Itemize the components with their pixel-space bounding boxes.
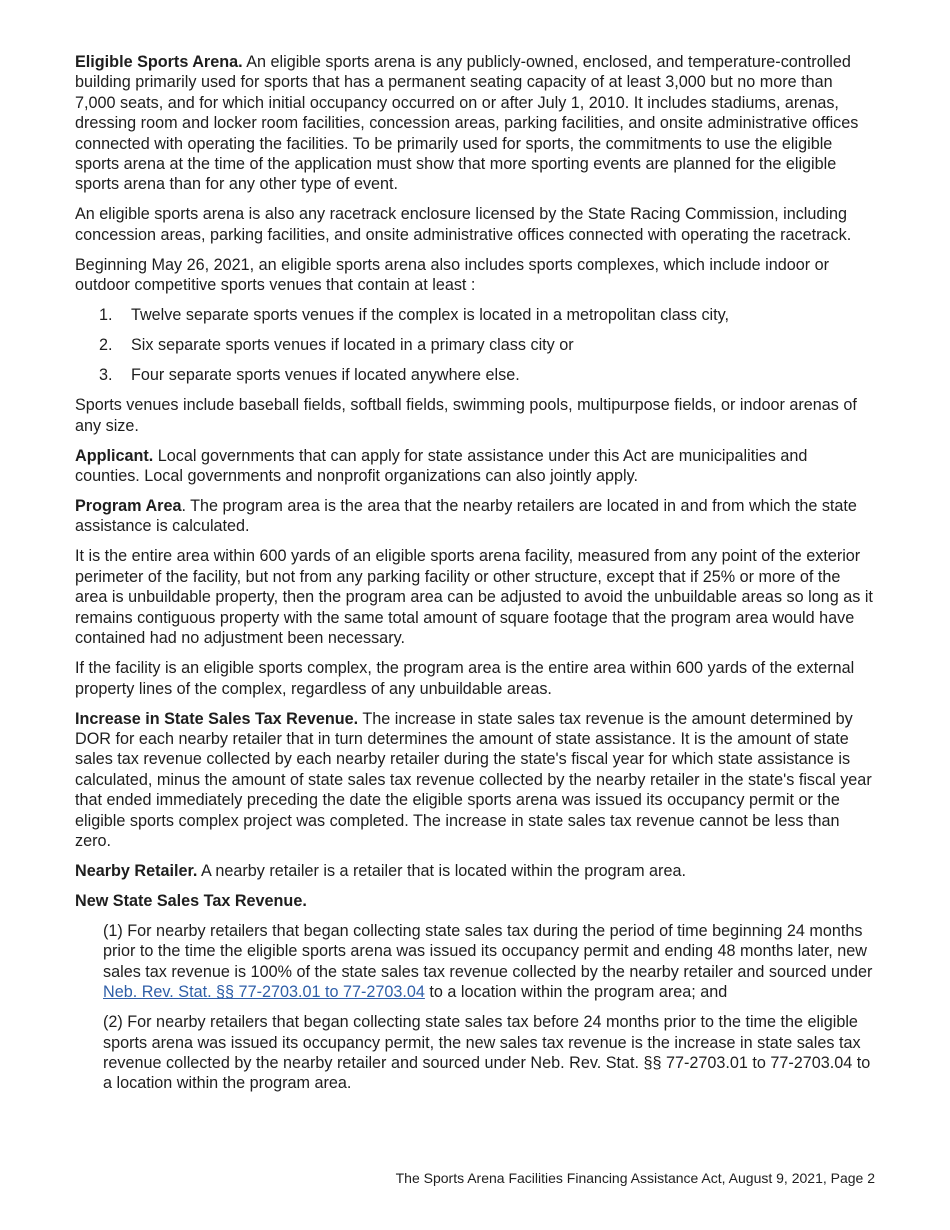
clause-1-text-after: to a location within the program area; and — [424, 983, 728, 1002]
program-area-heading: Program Area — [75, 497, 182, 516]
page-footer: The Sports Arena Facilities Financing Assistance Act, August 9, 2021, Page 2 — [395, 1170, 875, 1186]
list-item-text: Four separate sports venues if located anywhere else. — [131, 366, 520, 385]
applicant-text: Local governments that can apply for state assistance under this Act are municipalities and counties. Local governments and nonprofit organizations can also jointly apply. — [75, 446, 808, 486]
list-item-number: 1. — [99, 306, 113, 325]
increase-revenue-heading: Increase in State Sales Tax Revenue. — [75, 709, 359, 728]
complexes-intro-paragraph: Beginning May 26, 2021, an eligible sports arena also includes sports complexes, which include indoor or outdoor competitive sports venues that contain at least : — [75, 255, 830, 295]
list-item-number: 2. — [99, 336, 113, 355]
list-item-number: 3. — [99, 366, 113, 385]
list-item-text: Six separate sports venues if located in a primary class city or — [131, 336, 574, 355]
program-area-paragraph — [75, 496, 875, 537]
venues-include-paragraph: Sports venues include baseball fields, softball fields, swimming pools, multipurpose fields, or indoor arenas of any size. — [75, 396, 857, 435]
list-item — [75, 335, 875, 355]
applicant-heading: Applicant. — [75, 446, 154, 465]
list-item — [75, 365, 875, 385]
eligible-arena-heading: Eligible Sports Arena. — [75, 53, 243, 71]
racetrack-paragraph: An eligible sports arena is also any racetrack enclosure licensed by the State Racing Commission, including concession areas, parking facilities, and onsite administrative offices connected with operating the racetrack. — [75, 205, 852, 244]
nearby-retailer-text: A nearby retailer is a retailer that is located within the program area. — [197, 861, 686, 880]
list-item-text: Twelve separate sports venues if the complex is located in a metropolitan class city, — [131, 306, 730, 325]
new-revenue-clause-1 — [103, 921, 875, 1003]
document-body — [75, 52, 875, 1103]
statute-link[interactable]: Neb. Rev. Stat. §§ 77-2703.01 to 77-2703.04 — [103, 983, 425, 1002]
increase-revenue-text: The increase in state sales tax revenue is the amount determined by DOR for each nearby retailer that in turn determines the amount of state assistance. It is the amount of state sales tax revenue collected by each nearby retailer during the state's fiscal year for which state assistance is calculated, minus the amount of state sales tax revenue collected by the nearby retailer in the state's fiscal year that ended immediately preceding the date the eligible sports arena was issued its occupancy permit or the eligible sports complex project was completed. The increase in state sales tax revenue cannot be less than zero. — [75, 709, 872, 850]
increase-revenue-paragraph — [75, 709, 875, 852]
nearby-retailer-heading: Nearby Retailer. — [75, 861, 198, 880]
eligible-arena-text: An eligible sports arena is any publicly-owned, enclosed, and temperature-controlled building primarily used for sports that has a permanent seating capacity of at least 3,000 but no more than 7,000 seats, and for which initial occupancy occurred on or after July 1, 2010. It includes stadiums, arenas, dressing room and locker room facilities, concession areas, parking facilities, and onsite administrative offices connected with operating the facilities. To be primarily used for sports, the commitments to use the eligible sports arena at the time of the application must show that more sporting events are planned for the eligible sports arena than for any other type of event. — [75, 53, 859, 194]
eligible-arena-paragraph — [75, 52, 875, 195]
complex-program-area-paragraph: If the facility is an eligible sports complex, the program area is the entire area within 600 yards of the external property lines of the complex, regardless of any unbuildable areas. — [75, 659, 855, 698]
applicant-paragraph — [75, 446, 875, 487]
new-revenue-heading: New State Sales Tax Revenue. — [75, 891, 307, 910]
new-revenue-heading-paragraph — [75, 891, 875, 911]
nearby-retailer-paragraph — [75, 861, 875, 881]
clause-1-text-before: (1) For nearby retailers that began collecting state sales tax during the period of time beginning 24 months prior to the time the eligible sports arena was issued its occupancy permit and ending 48 months later, new sales tax revenue is 100% of the state sales tax revenue collected by the nearby retailer and sourced under — [103, 921, 873, 981]
program-area-detail-paragraph: It is the entire area within 600 yards of an eligible sports arena facility, measured from any point of the exterior perimeter of the facility, but not from any parking facility or other structure, except that if 25% or more of the area is unbuildable property, then the program area can be adjusted to avoid the unbuildable areas so long as it remains contiguous property with the same total amount of square footage that the program area would have contained had no adjustment been necessary. — [75, 547, 873, 648]
new-revenue-clause-2: (2) For nearby retailers that began collecting state sales tax before 24 months prior to the time the eligible sports arena was issued its occupancy permit, the new sales tax revenue is the increase in state sales tax revenue collected by the nearby retailer and sourced under Neb. Rev. Stat. §§ 77-2703.01 to 77-2703.04 to a location within the program area. — [103, 1013, 871, 1093]
venue-list — [75, 305, 875, 385]
list-item — [75, 305, 875, 325]
program-area-text: . The program area is the area that the nearby retailers are located in and from which the state assistance is calculated. — [75, 497, 857, 536]
